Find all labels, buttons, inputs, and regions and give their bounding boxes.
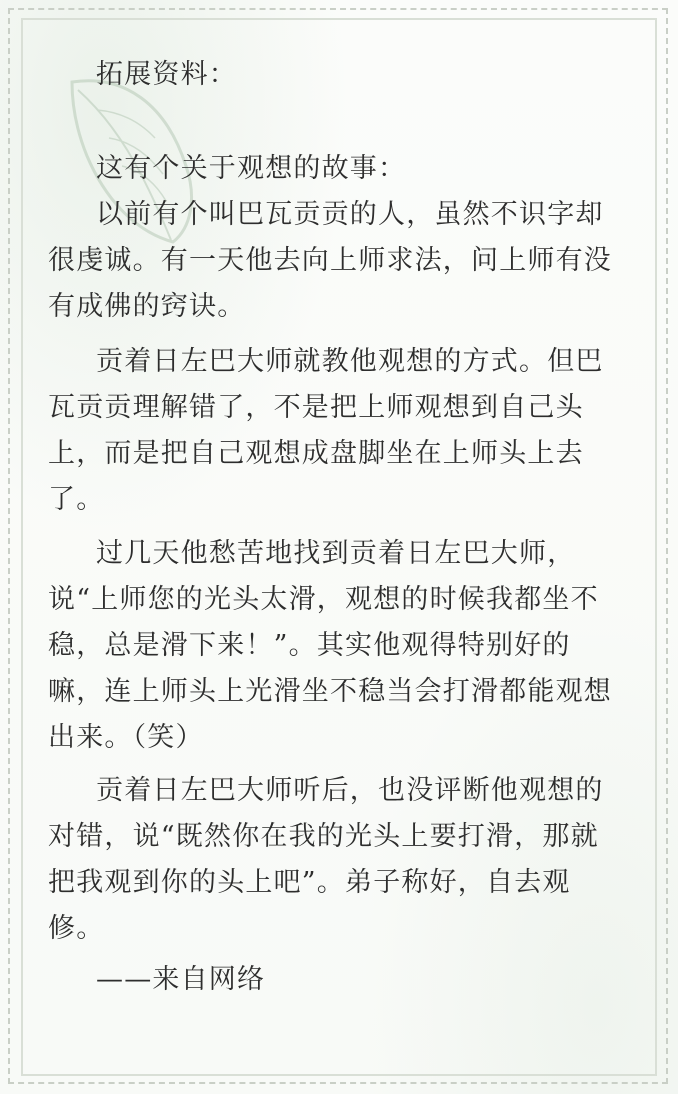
story-line-5: 瓦贡贡理解错了，不是把上师观想到自己头 xyxy=(48,392,584,423)
story-line-10: 稳，总是滑下来！”。其实他观得特别好的 xyxy=(48,630,571,661)
story-line-6: 上，而是把自己观想成盘脚坐在上师头上去 xyxy=(48,438,584,469)
story-line-2: 很虔诚。有一天他去向上师求法，问上师有没 xyxy=(48,245,612,276)
story-line-13: 贡着日左巴大师听后，也没评断他观想的 xyxy=(96,775,604,806)
story-line-8: 过几天他愁苦地找到贡着日左巴大师， xyxy=(96,538,576,569)
story-line-9: 说“上师您的光头太滑，观想的时候我都坐不 xyxy=(48,584,599,615)
story-line-4: 贡着日左巴大师就教他观想的方式。但巴 xyxy=(96,346,604,377)
story-line-15: 把我观到你的头上吧”。弟子称好，自去观 xyxy=(48,867,571,898)
story-line-1: 以前有个叫巴瓦贡贡的人，虽然不识字却 xyxy=(96,199,604,230)
story-line-16: 修。 xyxy=(48,913,105,944)
story-line-7: 了。 xyxy=(48,484,105,515)
story-line-3: 有成佛的窍诀。 xyxy=(48,291,246,322)
story-line-12: 出来。（笑） xyxy=(48,722,204,753)
story-line-11: 嘛，连上师头上光滑坐不稳当会打滑都能观想 xyxy=(48,676,612,707)
story-intro: 这有个关于观想的故事： xyxy=(96,153,407,184)
source-credit: ——来自网络 xyxy=(96,964,266,995)
section-heading: 拓展资料： xyxy=(96,59,237,90)
story-line-14: 对错，说“既然你在我的光头上要打滑，那就 xyxy=(48,821,599,852)
